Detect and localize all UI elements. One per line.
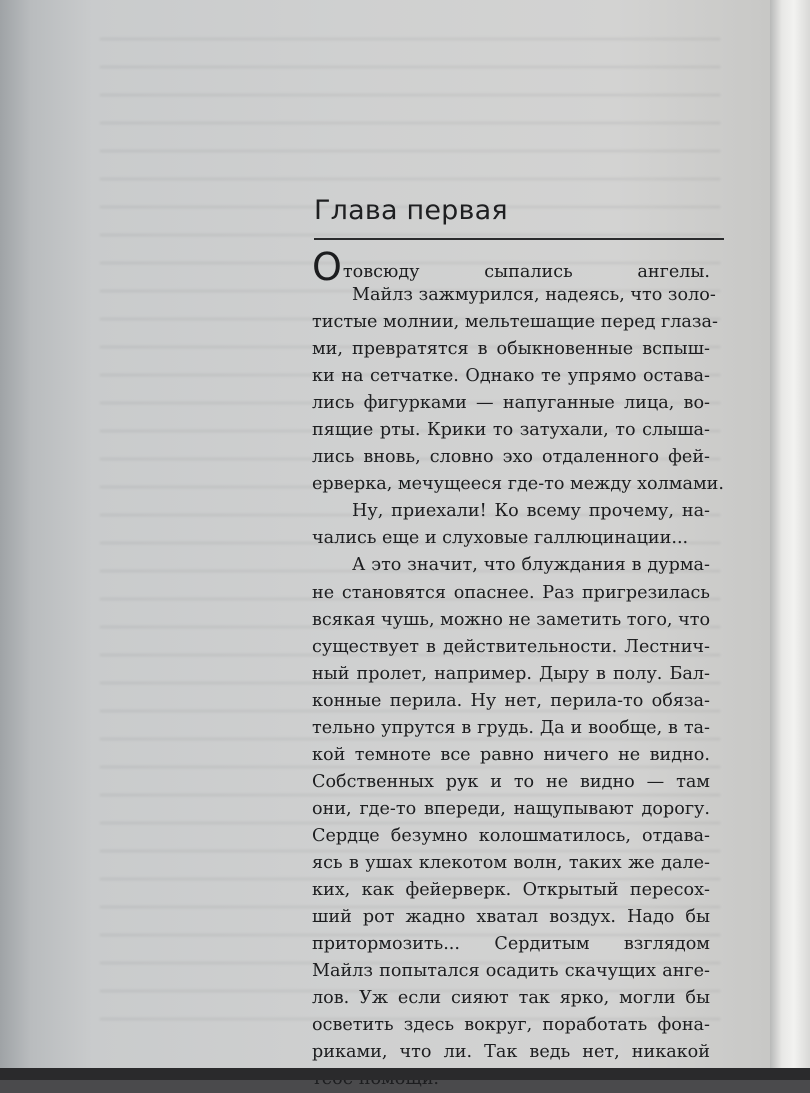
text-line: ких, как фейерверк. Открытый пересох- — [312, 880, 710, 901]
title-underline — [314, 238, 724, 240]
text-line: ки на сетчатке. Однако те упрямо остава- — [312, 366, 710, 387]
body-lines — [312, 282, 724, 1093]
text-line: Ну, приехали! Ко всему прочему, на- — [352, 501, 710, 522]
text-line: пящие рты. Крики то затухали, то слыша- — [312, 420, 710, 441]
text-line: конные перила. Ну нет, перила-то обяза- — [312, 690, 710, 711]
text-line: лись вновь, словно эхо отдаленного фей- — [312, 447, 710, 468]
text-line: ерверка, мечущееся где-то между холмами. — [312, 474, 724, 495]
text-line: Сердце безумно колошматилось, отдава- — [312, 825, 710, 846]
text-line: Собственных рук и то не видно — там — [312, 771, 710, 792]
first-line-text: товсюду сыпались ангелы. — [342, 262, 710, 282]
text-line: чались еще и слуховые галлюцинации... — [312, 528, 689, 549]
chapter-title: Глава первая — [314, 195, 508, 226]
text-line: лов. Уж если сияют так ярко, могли бы — [312, 988, 710, 1009]
text-line: притормозить... Сердитым взглядом — [312, 934, 710, 955]
page-stack-edge — [770, 0, 810, 1080]
text-line: всякая чушь, можно не заметить того, что — [312, 609, 711, 630]
text-line: лись фигурками — напуганные лица, во- — [312, 393, 710, 414]
bottom-shadow — [0, 1068, 810, 1080]
first-line — [312, 245, 710, 289]
text-line: тельно упрутся в грудь. Да и вообще, в та- — [312, 717, 710, 738]
text-line: они, где-то впереди, нащупывают дорогу. — [312, 798, 710, 819]
text-line: Майлз попытался осадить скачущих анге- — [312, 961, 710, 982]
text-line: риками, что ли. Так ведь нет, никакой — [312, 1042, 710, 1063]
chapter-body — [312, 245, 724, 1093]
text-line: не становятся опаснее. Раз пригрезилась — [312, 582, 710, 603]
text-line: кой темноте все равно ничего не видно. — [312, 744, 710, 765]
text-line: ми, превратятся в обыкновенные вспыш- — [312, 339, 710, 360]
text-line: ший рот жадно хватал воздух. Надо бы — [312, 907, 710, 928]
drop-cap: О — [312, 245, 342, 289]
text-line: осветить здесь вокруг, поработать фона- — [312, 1015, 710, 1036]
text-line: существует в действительности. Лестнич- — [312, 636, 710, 657]
text-line: Майлз зажмурился, надеясь, что золо- — [352, 285, 716, 305]
text-line: А это значит, что блуждания в дурма- — [352, 555, 710, 576]
text-line: ный пролет, например. Дыру в полу. Бал- — [312, 663, 710, 684]
text-line: ясь в ушах клекотом волн, таких же дале- — [312, 852, 710, 873]
text-line: тистые молнии, мельтешащие перед глаза- — [312, 312, 718, 333]
